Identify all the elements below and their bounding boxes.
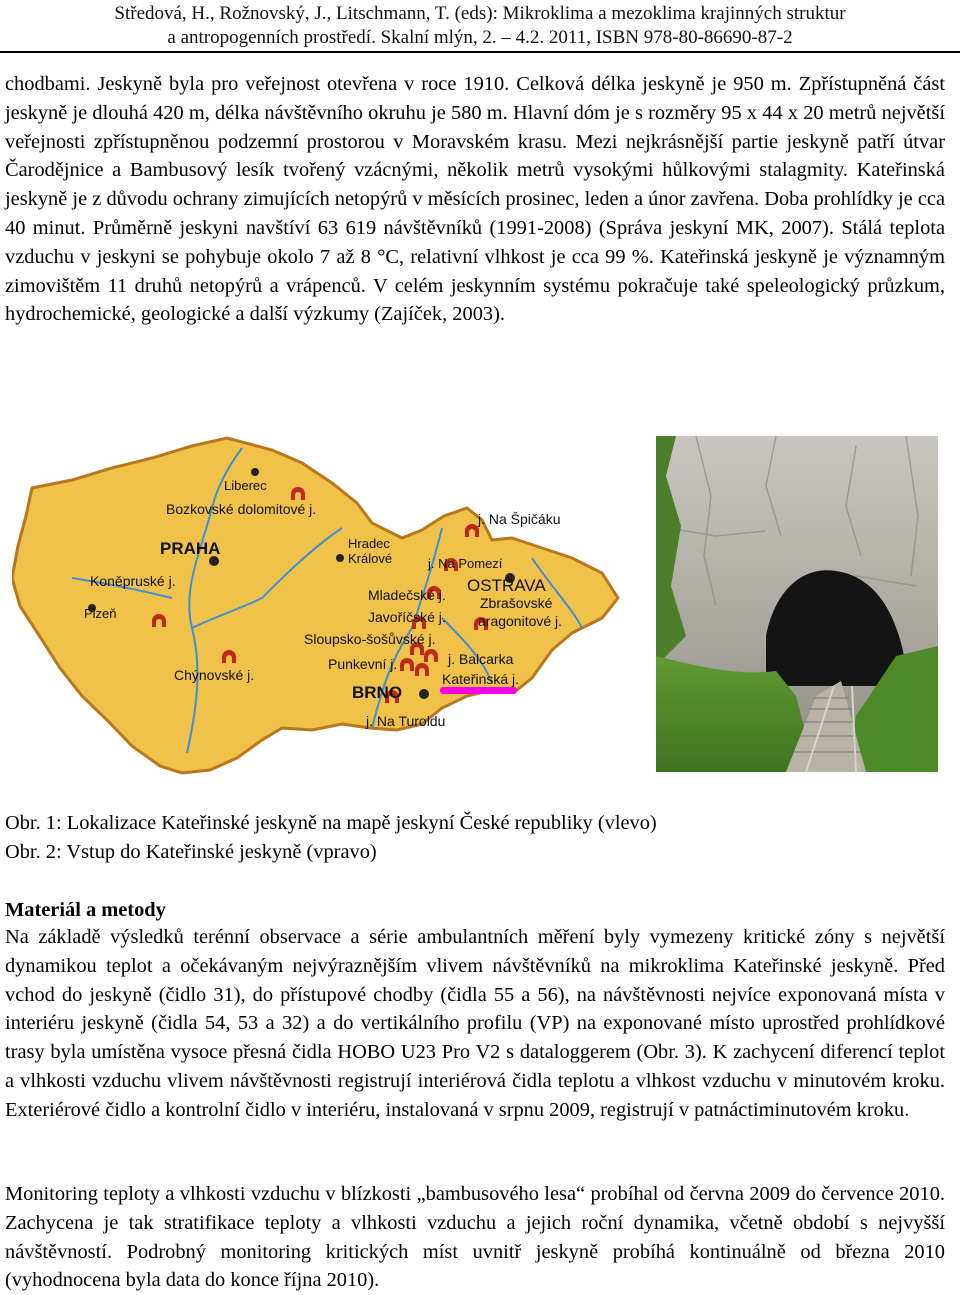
section-heading-methods: Materiál a metody [5, 899, 166, 921]
methods-paragraph-2: Monitoring teploty a vlhkosti vzduchu v blízkosti „bambusového lesa“ probíhal od června 2009 do července 2010. Zachycena je tak stratifikace teploty a vlhkosti vzduchu a jejich roční dynamika, včetně období s nejvyšší návštěvností. Podrobný monitoring kritických míst uvnitř jeskyně probíhá kontinuálně od března 2010 (vyhodnocena byla data do konce října 2010). [5, 1183, 945, 1292]
label-mladecske: Mladečské j. [368, 587, 446, 603]
cave-entrance-photo [656, 436, 938, 772]
city-dot-brno [419, 689, 429, 699]
label-javoricske: Javoříčské j. [368, 609, 446, 625]
label-konepruske: Koněpruské j. [90, 573, 176, 589]
methods-paragraph-1: Na základě výsledků terénní observace a série ambulantních měření byly vymezeny kritické zóny s největší dynamikou teplot a očekávaným nejvýraznějším vlivem návštěvníků na mikroklima Kateřinské jeskyně. Před vchod do jeskyně (čidlo 31), do přístupové chodby (čidla 55 a 56), na návštěvnosti nejvíce exponovaná místa v interiéru jeskyně (čidla 54, 53 a 32) a do vertikálního profilu (VP) na exponované místo uprostřed prohlídkové trasy byla umístěna vysoce přesná čidla HOBO U23 Pro V2 s dataloggerem (Obr. 3). K zachycení diferencí teplot a vlhkosti vzduchu vlivem návštěvnosti registrují interiérová čidla teplotu a vlhkost vzduchu v minutovém kroku. Exteriérové čidlo a kontrolní čidlo v interiéru, instalovaná v srpnu 2009, registrují v patnáctiminutovém kroku. [5, 926, 945, 1121]
label-liberec: Liberec [224, 478, 267, 493]
city-dot-hradec [336, 554, 344, 562]
city-dot-liberec [251, 468, 259, 476]
label-na-pomezi: j. Na Pomezí [428, 556, 503, 571]
label-katerinska: Kateřinská j. [442, 671, 520, 687]
label-zbrasovske-1: Zbrašovské [480, 595, 553, 611]
figures-row [0, 425, 960, 790]
header-citation-line-2: a antropogenních prostředí. Skalní mlýn, 2. – 4.2. 2011, ISBN 978-80-86690-87-2 [167, 27, 793, 48]
label-hradec: Hradec [348, 536, 390, 551]
label-kralove: Králové [348, 551, 393, 566]
label-plzen: Plzeň [84, 606, 117, 621]
label-balcarka: j. Balcarka [448, 651, 514, 667]
label-bozkovske: Bozkovské dolomitové j. [166, 501, 317, 517]
cave-entrance-illustration [656, 436, 938, 772]
label-punkevni: Punkevní j. [328, 656, 398, 672]
page-header [0, 0, 960, 54]
header-citation-line-1: Středová, H., Rožnovský, J., Litschmann, T. (eds): Mikroklima a mezoklima krajinných struktur [114, 3, 846, 24]
label-na-spicaku: j. Na Špičáku [478, 511, 561, 527]
czech-cave-map [12, 428, 640, 778]
intro-paragraph: chodbami. Jeskyně byla pro veřejnost otevřena v roce 1910. Celková délka jeskyně je 950 m. Zpřístupněná část jeskyně je dlouhá 420 m, délka návštěvního okruhu je 580 m. Hlavní dóm je s rozměry 95 x 44 x 20 metrů největší veřejnosti zpřístupněnou podzemní prostorou v Moravském krasu. Mezi nejkrásnější partie jeskyně patří útvar Čarodějnice a Bambusový lesík tvořený vzácnými, několik metrů vysokými hůlkovými stalagmity. Kateřinská jeskyně je z důvodu ochrany zimujících netopýrů v měsících prosinec, leden a únor zavřena. Doba prohlídky je cca 40 minut. Průměrně jeskyni navštíví 63 619 návštěvníků (1991-2008) (Správa jeskyní MK, 2007). Stálá teplota vzduchu v jeskyni se pohybuje okolo 7 až 8 °C, relativní vlhkost je cca 99 %. Kateřinská jeskyně je významným zimovištěm 11 druhů netopýrů a vrápenců. V celém jeskynním systému pokračuje také speleologický průzkum, hydrochemické, geologické a další výzkumy (Zajíček, 2003). [5, 73, 945, 326]
label-sloupsko: Sloupsko-šošůvské j. [304, 631, 436, 647]
figure-1-caption: Obr. 1: Lokalizace Kateřinské jeskyně na mapě jeskyní České republiky (vlevo) [5, 812, 657, 834]
cave-map-figure [12, 428, 640, 778]
label-na-turoldu: j. Na Turoldu [366, 713, 446, 729]
label-ostrava: OSTRAVA [467, 576, 546, 595]
label-praha: PRAHA [160, 539, 221, 558]
label-brno: BRNO [352, 683, 403, 702]
label-chynovske: Chýnovské j. [174, 667, 255, 683]
label-zbrasovske-2: aragonitové j. [478, 613, 563, 629]
header-rule [0, 51, 960, 53]
katerinska-highlight [440, 687, 517, 694]
figure-2-caption: Obr. 2: Vstup do Kateřinské jeskyně (vpravo) [5, 841, 377, 863]
